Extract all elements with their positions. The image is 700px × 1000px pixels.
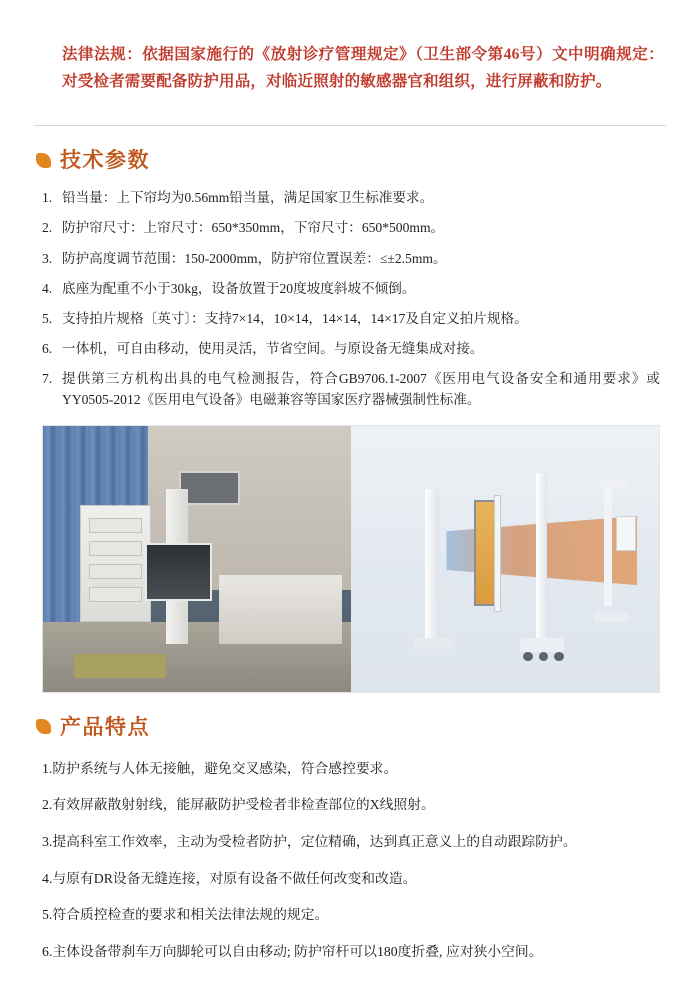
diagram-shield-panel (474, 500, 496, 606)
list-item (42, 279, 660, 300)
diagram-arm-base (594, 612, 628, 623)
diagram-detector (616, 516, 636, 551)
list-item-number: 2. (42, 220, 53, 236)
list-item: 6.主体设备带刹车万向脚轮可以自由移动; 防护帘杆可以180度折叠, 应对狭小空间。 (42, 944, 543, 959)
legal-notice-text: 法律法规：依据国家施行的《放射诊疗管理规定》（卫生部令第46号）文中明确规定：对受检者需要配备防护用品，对临近照射的敏感器官和组织，进行屏蔽和防护。 (62, 46, 664, 90)
photo-machine-slot (89, 541, 141, 556)
list-item-text: 防护帘尺寸：上帘尺寸：650*350mm，下帘尺寸：650*500mm。 (62, 220, 445, 236)
list-item-text: 防护高度调节范围：150-2000mm，防护帘位置误差：≤±2.5mm。 (62, 250, 447, 266)
list-item-number: 6. (42, 341, 53, 357)
list-item (42, 369, 660, 410)
list-item-number: 3. (42, 250, 53, 266)
media-band (42, 425, 660, 693)
photo-cart (219, 575, 342, 644)
section-header-features (0, 693, 700, 747)
list-item-number: 4. (42, 280, 53, 296)
list-item: 2.有效屏蔽散射射线，能屏蔽防护受检者非检查部位的X线照射。 (42, 797, 435, 813)
list-item-number: 5. (42, 310, 53, 326)
photo-monitor (145, 543, 213, 602)
list-item: 1.防护系统与人体无接触，避免交叉感染，符合感控要求。 (42, 760, 398, 776)
photo-machine-slot (89, 518, 141, 533)
diagram-mast (536, 473, 547, 643)
diagram-wheel (539, 652, 548, 661)
list-item-text: 支持拍片规格〔英寸〕：支持7×14，10×14，14×14，14×17及自定义拍片规格。 (62, 310, 528, 326)
list-item (42, 218, 660, 239)
protection-diagram (351, 426, 659, 692)
list-item-text: 底座为配重不小于30kg，设备放置于20度坡度斜坡不倾倒。 (62, 280, 416, 296)
list-item-text: 铅当量：上下帘均为0.56mm铅当量，满足国家卫生标准要求。 (62, 190, 434, 206)
diagram-left-post-base (413, 638, 453, 649)
section-title-specs: 技术参数 (60, 148, 150, 173)
diamond-icon (36, 719, 51, 734)
diagram-shield-bar (494, 495, 501, 612)
legal-notice-block (0, 0, 700, 109)
diagram-wheel (554, 652, 563, 661)
list-item: 4.与原有DR设备无缝连接，对原有设备不做任何改变和改造。 (42, 870, 417, 886)
spec-list (0, 180, 700, 410)
diagram-mast-base (520, 638, 563, 651)
feature-list (0, 747, 700, 963)
list-item (42, 188, 660, 209)
list-item-text: 提供第三方机构出具的电气检测报告，符合GB9706.1-2007《医用电气设备安全和通用要求》或YY0505-2012《医用电气设备》电磁兼容等国家医疗器械强制性标准。 (62, 371, 660, 407)
diagram-wheel (523, 652, 532, 661)
list-item: 5.符合质控检查的要求和相关法律法规的规定。 (42, 907, 329, 923)
list-item-number: 7. (42, 371, 53, 387)
list-item (42, 309, 660, 330)
section-header-specs (0, 126, 700, 180)
section-title-features: 产品特点 (60, 714, 150, 739)
photo-machine-slot (89, 564, 141, 579)
list-item-number: 1. (42, 190, 53, 206)
list-item (42, 339, 660, 360)
equipment-photo (43, 426, 351, 692)
list-item (42, 249, 660, 270)
diamond-icon (36, 153, 51, 168)
list-item: 3.提高科室工作效率，主动为受检者防护，定位精确，达到真正意义上的自动跟踪防护。 (42, 833, 577, 849)
photo-machine-body (80, 505, 151, 622)
diagram-left-post (425, 489, 439, 643)
diagram-arm (604, 484, 612, 606)
photo-machine-slot (89, 587, 141, 602)
photo-base (74, 654, 166, 678)
list-item-text: 一体机，可自由移动，使用灵活，节省空间。与原设备无缝集成对接。 (62, 341, 484, 357)
photo-wall-panel (179, 471, 241, 506)
